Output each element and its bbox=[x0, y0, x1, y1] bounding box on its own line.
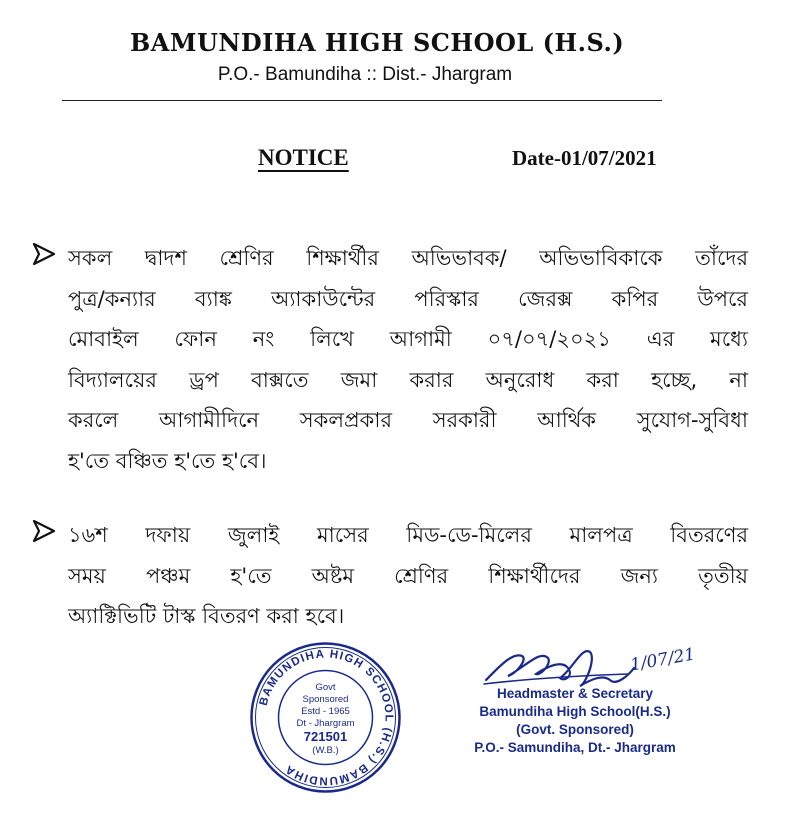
signature-title: Headmaster & Secretary bbox=[496, 686, 654, 701]
notice-line: ১৬শ দফায় জুলাই মাসের মিড-ডে-মিলের মালপত্র বিতরণের bbox=[68, 523, 748, 547]
signature-school: Bamundiha High School(H.S.) bbox=[479, 704, 671, 719]
signature-address: P.O.- Samundiha, Dt.- Jhargram bbox=[474, 740, 676, 755]
notice-line: মোবাইল ফোন নং লিখে আগামী ০৭/০৭/২০২১ এর মধ্যে bbox=[68, 327, 748, 351]
seal-line: (W.B.) bbox=[312, 745, 339, 756]
notice-line: সকল দ্বাদশ শ্রেণির শিক্ষার্থীর অভিভাবক/ অভিভাবিকাকে তাঁদের bbox=[68, 246, 748, 270]
seal-line: Dt - Jhargram bbox=[296, 718, 355, 729]
seal-line: Sponsored bbox=[302, 694, 349, 705]
school-address: P.O.- Bamundiha :: Dist.- Jhargram bbox=[217, 64, 513, 85]
seal-outer-text: BAMUNDIHA HIGH SCHOOL (H.S.) BAMUNDIHA bbox=[257, 648, 395, 787]
signature-sponsorship: (Govt. Sponsored) bbox=[516, 722, 634, 737]
notice-line: সময় পঞ্চম হ'তে অষ্টম শ্রেণির শিক্ষার্থীদের জন্য তৃতীয় bbox=[68, 563, 748, 588]
notice-line: অ্যাক্টিভিটি টাস্ক বিতরণ করা হবে। bbox=[68, 604, 345, 628]
seal-line: 721501 bbox=[303, 729, 348, 744]
header-divider bbox=[62, 100, 662, 101]
notice-title: NOTICE bbox=[258, 145, 349, 170]
notice-line: পুত্র/কন্যার ব্যাঙ্ক অ্যাকাউন্টের পরিস্কার জেরক্স কপির উপরে bbox=[68, 286, 748, 311]
notice-line: হ'তে বঞ্চিত হ'তে হ'বে। bbox=[68, 448, 267, 473]
school-name: BAMUNDIHA HIGH SCHOOL (H.S.) bbox=[130, 28, 625, 57]
arrow-bullet-icon bbox=[30, 240, 58, 268]
seal-line: Estd - 1965 bbox=[301, 706, 350, 717]
arrow-bullet-icon bbox=[30, 517, 58, 545]
school-seal bbox=[248, 640, 403, 795]
notice-line: বিদ্যালয়ের ড্রপ বাক্সতে জমা করার অনুরোধ করা হচ্ছে, না bbox=[68, 367, 748, 392]
notice-item bbox=[30, 515, 748, 637]
seal-line: Govt bbox=[315, 682, 336, 693]
notice-item bbox=[30, 238, 748, 481]
notice-item-text bbox=[68, 515, 748, 637]
notice-line: করলে আগামীদিনে সকলপ্রকার সরকারী আর্থিক সুযোগ-সুবিধা bbox=[68, 408, 748, 432]
signature-date: 1/07/21 bbox=[628, 644, 697, 676]
signature-block bbox=[440, 685, 710, 757]
notice-date: Date-01/07/2021 bbox=[512, 146, 657, 170]
notice-item-text bbox=[68, 238, 748, 481]
